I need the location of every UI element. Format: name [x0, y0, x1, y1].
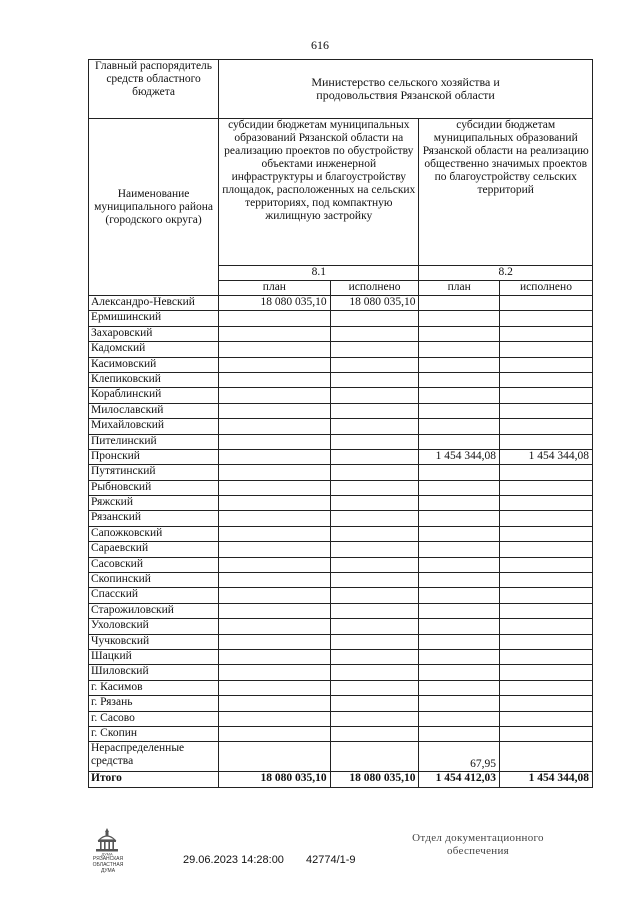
done-81-cell: 18 080 035,10 [330, 772, 419, 787]
done-82-cell [500, 357, 593, 372]
done-82-cell [500, 419, 593, 434]
plan-82-cell [419, 311, 500, 326]
done-81-cell [330, 711, 419, 726]
done-81-cell [330, 588, 419, 603]
plan-81-cell [219, 680, 331, 695]
district-name: г. Сасово [89, 711, 219, 726]
table-row [89, 449, 593, 464]
district-name: Милославский [89, 403, 219, 418]
district-name: Чучковский [89, 634, 219, 649]
plan-81-cell [219, 449, 331, 464]
plan-81-cell [219, 511, 331, 526]
done-81-cell [330, 311, 419, 326]
plan-81-cell [219, 711, 331, 726]
plan-81-cell [219, 419, 331, 434]
done-81-cell [330, 480, 419, 495]
district-name: Скопинский [89, 573, 219, 588]
done-81-cell [330, 680, 419, 695]
plan-82-cell: 67,95 [419, 742, 500, 772]
done-81-cell [330, 372, 419, 387]
district-name: г. Скопин [89, 726, 219, 741]
table-row [89, 357, 593, 372]
plan-81-cell [219, 434, 331, 449]
done-header-81: исполнено [330, 281, 419, 296]
done-82-cell [500, 342, 593, 357]
plan-82-cell [419, 326, 500, 341]
plan-82-cell [419, 372, 500, 387]
plan-82-cell [419, 619, 500, 634]
done-82-cell [500, 372, 593, 387]
done-82-cell [500, 511, 593, 526]
done-82-cell [500, 326, 593, 341]
plan-82-cell [419, 557, 500, 572]
done-82-cell [500, 726, 593, 741]
logo-caption: РЯЗАНСКАЯ ОБЛАСТНАЯ ДУМА [92, 856, 124, 874]
plan-81-cell [219, 742, 331, 772]
district-name: Сапожковский [89, 526, 219, 541]
district-name: Шацкий [89, 649, 219, 664]
done-81-cell [330, 542, 419, 557]
distributor-row [89, 60, 593, 119]
stamp-line-2: обеспечения [446, 845, 510, 857]
district-name: Кадомский [89, 342, 219, 357]
district-name: Пителинский [89, 434, 219, 449]
done-81-cell [330, 342, 419, 357]
table-row [89, 588, 593, 603]
name-label: Наименование муниципального района (городского округа) [89, 119, 219, 296]
budget-table [88, 59, 593, 788]
plan-81-cell [219, 526, 331, 541]
district-name: г. Рязань [89, 696, 219, 711]
distributor-label: Главный распорядитель средств областного бюджета [89, 60, 219, 119]
done-82-cell [500, 665, 593, 680]
done-81-cell [330, 557, 419, 572]
plan-82-cell [419, 480, 500, 495]
done-81-cell [330, 449, 419, 464]
plan-82-cell: 1 454 412,03 [419, 772, 500, 787]
col81-title: субсидии бюджетам муниципальных образований Рязанской области на реализацию проектов по обустройству объектами инженерной инфраструктуры и благоустройству площадок, расположенных на сельских территориях, под компактную жилищную застройку [219, 119, 419, 266]
plan-81-cell [219, 557, 331, 572]
table-row [89, 665, 593, 680]
table-row [89, 526, 593, 541]
plan-82-cell [419, 496, 500, 511]
table-row [89, 388, 593, 403]
table-row [89, 573, 593, 588]
plan-81-cell [219, 357, 331, 372]
done-82-cell [500, 603, 593, 618]
titles-row [89, 119, 593, 266]
plan-81-cell [219, 603, 331, 618]
done-81-cell [330, 511, 419, 526]
total-row [89, 772, 593, 787]
done-82-cell: 1 454 344,08 [500, 449, 593, 464]
district-name: Шиловский [89, 665, 219, 680]
done-82-cell [500, 696, 593, 711]
done-81-cell [330, 326, 419, 341]
done-81-cell [330, 496, 419, 511]
plan-header-82: план [419, 281, 500, 296]
done-81-cell [330, 434, 419, 449]
done-82-cell [500, 588, 593, 603]
district-name: Михайловский [89, 419, 219, 434]
plan-81-cell [219, 342, 331, 357]
plan-82-cell [419, 588, 500, 603]
plan-82-cell: 1 454 344,08 [419, 449, 500, 464]
plan-82-cell [419, 511, 500, 526]
district-name: Итого [89, 772, 219, 787]
plan-82-cell [419, 696, 500, 711]
plan-81-cell [219, 619, 331, 634]
table-row [89, 434, 593, 449]
plan-82-cell [419, 434, 500, 449]
plan-82-cell [419, 526, 500, 541]
plan-82-cell [419, 680, 500, 695]
plan-81-cell [219, 634, 331, 649]
done-81-cell [330, 726, 419, 741]
done-82-cell [500, 573, 593, 588]
done-81-cell [330, 403, 419, 418]
plan-82-cell [419, 403, 500, 418]
table-row [89, 326, 593, 341]
district-name: Захаровский [89, 326, 219, 341]
done-82-cell [500, 403, 593, 418]
done-82-cell [500, 526, 593, 541]
done-82-cell [500, 296, 593, 311]
col82-title: субсидии бюджетам муниципальных образований Рязанской области на реализацию общественно значимых проектов по благоустройству сельских территорий [419, 119, 593, 266]
done-82-cell [500, 311, 593, 326]
table-row [89, 403, 593, 418]
plan-81-cell [219, 403, 331, 418]
plan-82-cell [419, 342, 500, 357]
table-row [89, 649, 593, 664]
table-row [89, 372, 593, 387]
plan-81-cell [219, 649, 331, 664]
plan-81-cell [219, 465, 331, 480]
done-81-cell [330, 419, 419, 434]
plan-82-cell [419, 711, 500, 726]
done-81-cell [330, 634, 419, 649]
district-name: Спасский [89, 588, 219, 603]
plan-82-cell [419, 542, 500, 557]
done-82-cell [500, 711, 593, 726]
done-81-cell [330, 388, 419, 403]
table-row [89, 634, 593, 649]
done-82-cell [500, 742, 593, 772]
svg-text:ДУМА: ДУМА [101, 851, 113, 856]
district-name: Рязанский [89, 511, 219, 526]
done-81-cell [330, 619, 419, 634]
table-row [89, 619, 593, 634]
done-82-cell [500, 542, 593, 557]
done-81-cell [330, 665, 419, 680]
undistributed-row [89, 742, 593, 772]
done-82-cell [500, 649, 593, 664]
plan-81-cell [219, 372, 331, 387]
table-row [89, 465, 593, 480]
done-81-cell [330, 649, 419, 664]
district-name: Сараевский [89, 542, 219, 557]
done-81-cell [330, 742, 419, 772]
plan-header-81: план [219, 281, 331, 296]
plan-82-cell [419, 419, 500, 434]
table-row [89, 296, 593, 311]
done-81-cell [330, 465, 419, 480]
district-name: Александро-Невский [89, 296, 219, 311]
col82-code: 8.2 [419, 266, 593, 281]
done-81-cell [330, 573, 419, 588]
plan-81-cell [219, 726, 331, 741]
table-row [89, 511, 593, 526]
plan-81-cell: 18 080 035,10 [219, 772, 331, 787]
plan-81-cell [219, 542, 331, 557]
table-row [89, 696, 593, 711]
plan-82-cell [419, 388, 500, 403]
plan-81-cell [219, 588, 331, 603]
plan-82-cell [419, 357, 500, 372]
plan-82-cell [419, 726, 500, 741]
plan-81-cell [219, 696, 331, 711]
plan-81-cell [219, 388, 331, 403]
plan-81-cell [219, 326, 331, 341]
plan-82-cell [419, 634, 500, 649]
table-row [89, 496, 593, 511]
done-82-cell [500, 496, 593, 511]
done-82-cell [500, 557, 593, 572]
plan-81-cell [219, 311, 331, 326]
plan-82-cell [419, 649, 500, 664]
plan-82-cell [419, 603, 500, 618]
district-name: Пронский [89, 449, 219, 464]
footer-date: 29.06.2023 14:28:00 [183, 854, 284, 866]
table-row [89, 603, 593, 618]
plan-82-cell [419, 465, 500, 480]
done-82-cell [500, 619, 593, 634]
plan-81-cell [219, 665, 331, 680]
done-82-cell [500, 388, 593, 403]
district-name: Клепиковский [89, 372, 219, 387]
plan-82-cell [419, 296, 500, 311]
done-81-cell: 18 080 035,10 [330, 296, 419, 311]
done-82-cell [500, 480, 593, 495]
stamp-line-1: Отдел документационного [412, 832, 544, 844]
department-stamp [398, 832, 558, 858]
district-name: Сасовский [89, 557, 219, 572]
district-name: Старожиловский [89, 603, 219, 618]
done-82-cell [500, 634, 593, 649]
district-name: Рыбновский [89, 480, 219, 495]
done-81-cell [330, 357, 419, 372]
table-row [89, 680, 593, 695]
district-name: Кораблинский [89, 388, 219, 403]
table-row [89, 542, 593, 557]
district-name: Касимовский [89, 357, 219, 372]
done-81-cell [330, 603, 419, 618]
plan-81-cell [219, 480, 331, 495]
table-row [89, 480, 593, 495]
done-82-cell: 1 454 344,08 [500, 772, 593, 787]
district-name: Путятинский [89, 465, 219, 480]
distributor-value: Министерство сельского хозяйства и продовольствия Рязанской области [219, 60, 593, 119]
plan-81-cell [219, 496, 331, 511]
duma-logo-icon [93, 826, 121, 856]
district-name: Ряжский [89, 496, 219, 511]
footer-doc-number: 42774/1-9 [306, 854, 356, 866]
table-row [89, 557, 593, 572]
done-82-cell [500, 434, 593, 449]
plan-81-cell [219, 573, 331, 588]
district-name: Ухоловский [89, 619, 219, 634]
table-row [89, 311, 593, 326]
done-81-cell [330, 696, 419, 711]
district-name: Нераспределенные средства [89, 742, 219, 772]
plan-81-cell: 18 080 035,10 [219, 296, 331, 311]
done-header-82: исполнено [500, 281, 593, 296]
table-row [89, 419, 593, 434]
done-82-cell [500, 465, 593, 480]
district-name: г. Касимов [89, 680, 219, 695]
table-row [89, 711, 593, 726]
plan-82-cell [419, 573, 500, 588]
done-82-cell [500, 680, 593, 695]
table-row [89, 342, 593, 357]
plan-82-cell [419, 665, 500, 680]
page-number: 616 [311, 38, 329, 52]
district-name: Ермишинский [89, 311, 219, 326]
table-row [89, 726, 593, 741]
col81-code: 8.1 [219, 266, 419, 281]
done-81-cell [330, 526, 419, 541]
